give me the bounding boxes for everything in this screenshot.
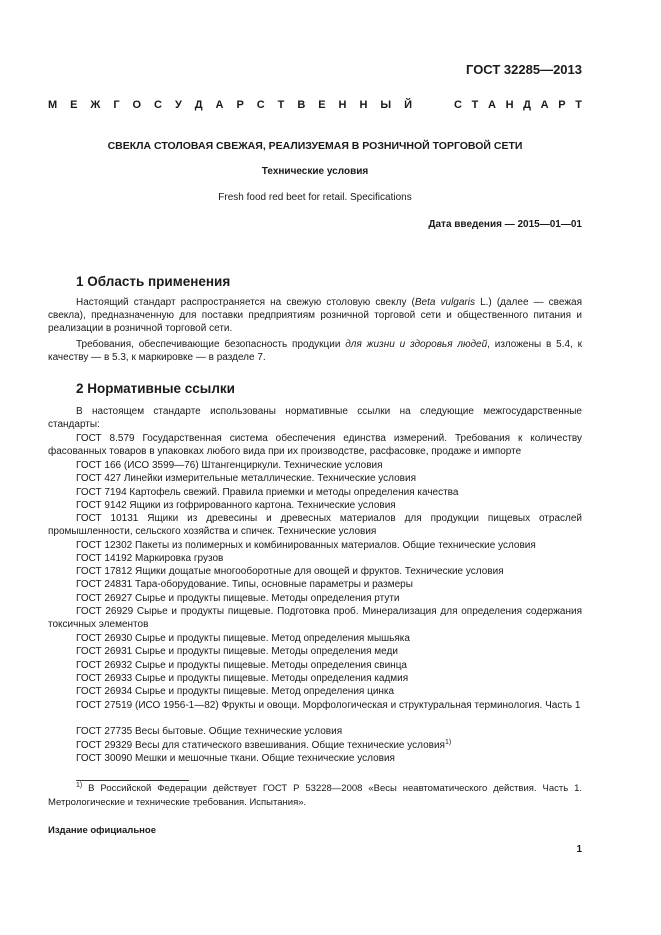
banner-letter: Ж: [90, 99, 101, 111]
document-code: ГОСТ 32285—2013: [466, 62, 582, 77]
reference-item: ГОСТ 26931 Сырье и продукты пищевые. Методы определения меди: [76, 646, 398, 657]
reference-item: ГОСТ 30090 Мешки и мешочные ткани. Общие технические условия: [76, 753, 395, 764]
reference-item: ГОСТ 7194 Картофель свежий. Правила приемки и методы определения качества: [76, 487, 459, 498]
official-edition-label: Издание официальное: [48, 825, 156, 836]
section-1-heading: 1 Область применения: [76, 274, 231, 289]
banner-letter: С: [454, 99, 462, 111]
text-run: Требования, обеспечивающие безопасность продукции: [76, 339, 346, 350]
reference-item: ГОСТ 17812 Ящики дощатые многооборотные для овощей и фруктов. Технические условия: [76, 566, 504, 577]
reference-item: ГОСТ 26932 Сырье и продукты пищевые. Методы определения свинца: [76, 660, 407, 671]
banner-letter: Й: [404, 99, 412, 111]
text-run: , изложены в 5.4, к качеству — в 5.3, к маркировке — в разделе 7.: [48, 339, 583, 363]
banner-letter: С: [154, 99, 162, 111]
section-2-heading: 2 Нормативные ссылки: [76, 381, 235, 396]
banner-letter: О: [132, 99, 142, 111]
banner-letter: Д: [194, 99, 203, 111]
introduction-date: Дата введения — 2015—01—01: [428, 219, 582, 230]
page-number: 1: [576, 844, 582, 855]
banner-letter: Т: [575, 99, 582, 111]
banner-letter: Н: [338, 99, 347, 111]
banner-right: [454, 99, 582, 111]
document-title: СВЕКЛА СТОЛОВАЯ СВЕЖАЯ, РЕАЛИЗУЕМАЯ В РОЗНИЧНОЙ ТОРГОВОЙ СЕТИ: [107, 140, 523, 152]
reference-item: ГОСТ 10131 Ящики из древесины и древесных материалов для продукции пищевых отраслей промышленности, сельского хозяйства и спичек. Технические условия: [48, 513, 582, 537]
footnote-marker[interactable]: 1): [444, 739, 452, 746]
banner-letter: Т: [277, 99, 285, 111]
footnote: [48, 782, 582, 810]
standard-banner: [48, 99, 582, 111]
banner-letter: Г: [113, 99, 120, 111]
reference-item: ГОСТ 24831 Тара-оборудование. Типы, основные параметры и размеры: [76, 579, 413, 590]
banner-letter: Е: [70, 99, 78, 111]
reference-item: ГОСТ 9142 Ящики из гофрированного картона. Технические условия: [76, 500, 396, 511]
banner-letter: А: [215, 99, 224, 111]
reference-item: ГОСТ 26934 Сырье и продукты пищевые. Метод определения цинка: [76, 686, 395, 697]
text-run: Настоящий стандарт распространяется на свежую столовую свеклу (: [76, 297, 415, 308]
banner-letter: Ы: [380, 99, 392, 111]
text-run: L.) (далее — свежая свекла), предназначенную для поставки предприятиям розничной торговой сети и общественного питания и реализации в розничной торговой сети.: [48, 297, 582, 334]
reference-item: ГОСТ 27519 (ИСО 1956-1—82) Фрукты и овощи. Морфологическая и структуральная терминология. Часть 1: [76, 700, 581, 711]
banner-letter: А: [540, 99, 549, 111]
section-2-intro: В настоящем стандарте использованы нормативные ссылки на следующие межгосударственные стандарты:: [48, 406, 582, 430]
reference-item: ГОСТ 427 Линейки измерительные металлические. Технические условия: [76, 473, 416, 484]
reference-item: ГОСТ 26933 Сырье и продукты пищевые. Методы определения кадмия: [76, 673, 409, 684]
reference-item: ГОСТ 26929 Сырье и продукты пищевые. Подготовка проб. Минерализация для определения содержания токсичных элементов: [48, 606, 582, 630]
reference-item: ГОСТ 166 (ИСО 3599—76) Штангенциркули. Технические условия: [76, 460, 383, 471]
banner-letter: Д: [523, 99, 531, 111]
reference-item: [48, 739, 582, 752]
reference-item: ГОСТ 12302 Пакеты из полимерных и комбинированных материалов. Общие технические условия: [76, 540, 536, 551]
reference-item: ГОСТ 8.579 Государственная система обеспечения единства измерений. Требования к количеству фасованных товаров в упаковках любого вида при их производстве, расфасовке, продаже и импорте: [48, 433, 582, 457]
section-1-paragraph-1: [48, 296, 582, 335]
reference-item: ГОСТ 14192 Маркировка грузов: [76, 553, 224, 564]
footnote-marker: 1): [76, 782, 83, 789]
banner-letter: С: [256, 99, 265, 111]
english-title: Fresh food red beet for retail. Specifications: [218, 192, 412, 203]
banner-letter: Т: [471, 99, 479, 111]
reference-item: ГОСТ 26927 Сырье и продукты пищевые. Методы определения ртути: [76, 593, 400, 604]
banner-letter: Е: [318, 99, 326, 111]
banner-letter: Н: [359, 99, 368, 111]
document-subtitle: Технические условия: [261, 166, 369, 177]
latin-name: Beta vulgaris: [414, 297, 475, 308]
banner-left: [48, 99, 412, 111]
banner-letter: У: [174, 99, 182, 111]
banner-letter: Р: [558, 99, 566, 111]
footnote-text: В Российской Федерации действует ГОСТ Р 53228—2008 «Весы неавтоматического действия. Часть 1. Метрологические и технические требования. Испытания».: [48, 783, 582, 808]
banner-letter: Н: [505, 99, 514, 111]
text-run: ГОСТ 29329 Весы для статического взвешивания. Общие технические условия: [76, 740, 445, 751]
reference-item: ГОСТ 26930 Сырье и продукты пищевые. Метод определения мышьяка: [76, 633, 410, 644]
banner-letter: Р: [236, 99, 244, 111]
banner-letter: А: [487, 99, 496, 111]
section-1-paragraph-2: [48, 338, 582, 364]
reference-item: ГОСТ 27735 Весы бытовые. Общие технические условия: [76, 726, 343, 737]
footnote-divider: [76, 780, 189, 781]
banner-letter: М: [48, 99, 58, 111]
italic-phrase: для жизни и здоровья людей: [345, 339, 488, 350]
banner-letter: В: [297, 99, 306, 111]
